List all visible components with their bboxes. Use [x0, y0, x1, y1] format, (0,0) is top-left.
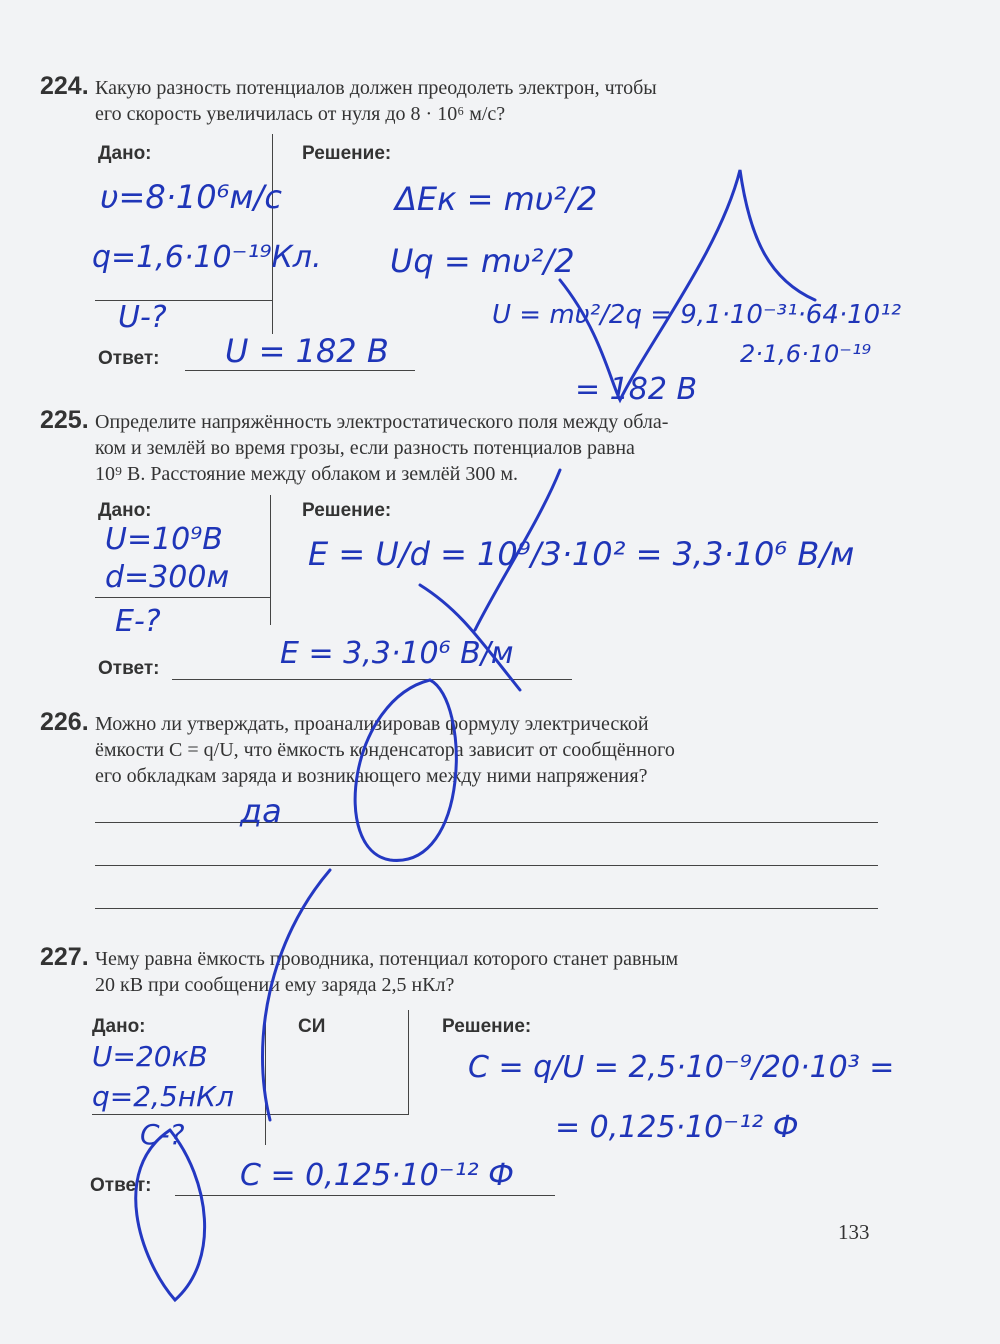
problem-224-given-1: υ=8·10⁶м/с [100, 178, 282, 216]
problem-225-given-2: d=300м [105, 560, 230, 595]
page-number: 133 [838, 1220, 870, 1244]
check-mark-225 [420, 470, 560, 690]
problem-227-solution-label: Решение: [442, 1016, 532, 1037]
problem-224-line-1: Какую разность потенциалов должен преодолеть электрон, чтобы [95, 77, 657, 99]
problem-226-line-3: его обкладкам заряда и возникающего между ними напряжения? [95, 765, 648, 787]
problem-227-line-2: 20 кВ при сообщении ему заряда 2,5 нКл? [95, 974, 455, 996]
problem-225-given-1: U=10⁹В [105, 522, 223, 557]
problem-227-si-label: СИ [298, 1016, 326, 1037]
problem-225-line-1: Определите напряжённость электростатического поля между обла- [95, 411, 669, 433]
problem-227-solution-1: C = q/U = 2,5·10⁻⁹/20·10³ = [468, 1050, 895, 1085]
problem-227-given-label: Дано: [92, 1016, 146, 1037]
problem-227-given-2: q=2,5нКл [92, 1080, 234, 1113]
problem-227-given-3: C-? [140, 1118, 185, 1151]
problem-224-solution-4: 2·1,6·10⁻¹⁹ [740, 340, 872, 368]
problem-227-line-1: Чему равна ёмкость проводника, потенциал которого станет равным [95, 948, 679, 970]
check-mark-226 [263, 680, 457, 1120]
problem-226-line-2: ёмкости C = q/U, что ёмкость конденсатора зависит от сообщённого [95, 739, 675, 761]
problem-224-solution-2: Uq = mυ²/2 [390, 242, 575, 280]
problem-225-line-3: 10⁹ В. Расстояние между облаком и землёй 300 м. [95, 463, 519, 485]
problem-224-answer: U = 182 В [225, 332, 389, 370]
problem-227-answer: C = 0,125·10⁻¹² Ф [240, 1158, 514, 1193]
check-mark-224 [560, 170, 815, 400]
problem-225-given-label: Дано: [98, 500, 152, 521]
problem-224-solution-label: Решение: [302, 143, 392, 164]
problem-224-line-2: его скорость увеличилась от нуля до 8 · 10⁶ м/с? [95, 103, 506, 125]
problem-227-solution-2: = 0,125·10⁻¹² Ф [555, 1110, 799, 1145]
problem-225-solution-1: E = U/d = 10⁹/3·10² = 3,3·10⁶ В/м [308, 535, 855, 573]
problem-227-given-1: U=20кВ [92, 1040, 208, 1073]
problem-224-given-3: U-? [118, 300, 167, 335]
problem-224-solution-1: ΔEк = mυ²/2 [395, 180, 598, 218]
problem-225-line-2: ком и землёй во время грозы, если разность потенциалов равна [95, 437, 635, 459]
problem-224-solution-5: = 182 В [575, 372, 698, 407]
problem-224-answer-label: Ответ: [98, 348, 160, 369]
check-mark-227 [136, 1130, 205, 1300]
problem-225-number: 225. [40, 406, 89, 434]
problem-225-given-3: E-? [115, 604, 161, 639]
problem-224-given-2: q=1,6·10⁻¹⁹Кл. [92, 240, 322, 275]
problem-224-number: 224. [40, 72, 89, 100]
problem-227-answer-label: Ответ: [90, 1175, 152, 1196]
problem-225-answer: E = 3,3·10⁶ В/м [280, 636, 514, 671]
problem-225-solution-label: Решение: [302, 500, 392, 521]
problem-224-solution-3: U = mυ²/2q = 9,1·10⁻³¹·64·10¹² [492, 300, 902, 330]
problem-226-line-1: Можно ли утверждать, проанализировав формулу электрической [95, 713, 649, 735]
problem-224-given-label: Дано: [98, 143, 152, 164]
problem-226-answer: да [240, 792, 282, 830]
problem-225-answer-label: Ответ: [98, 658, 160, 679]
problem-226-number: 226. [40, 708, 89, 736]
problem-227-number: 227. [40, 943, 89, 971]
